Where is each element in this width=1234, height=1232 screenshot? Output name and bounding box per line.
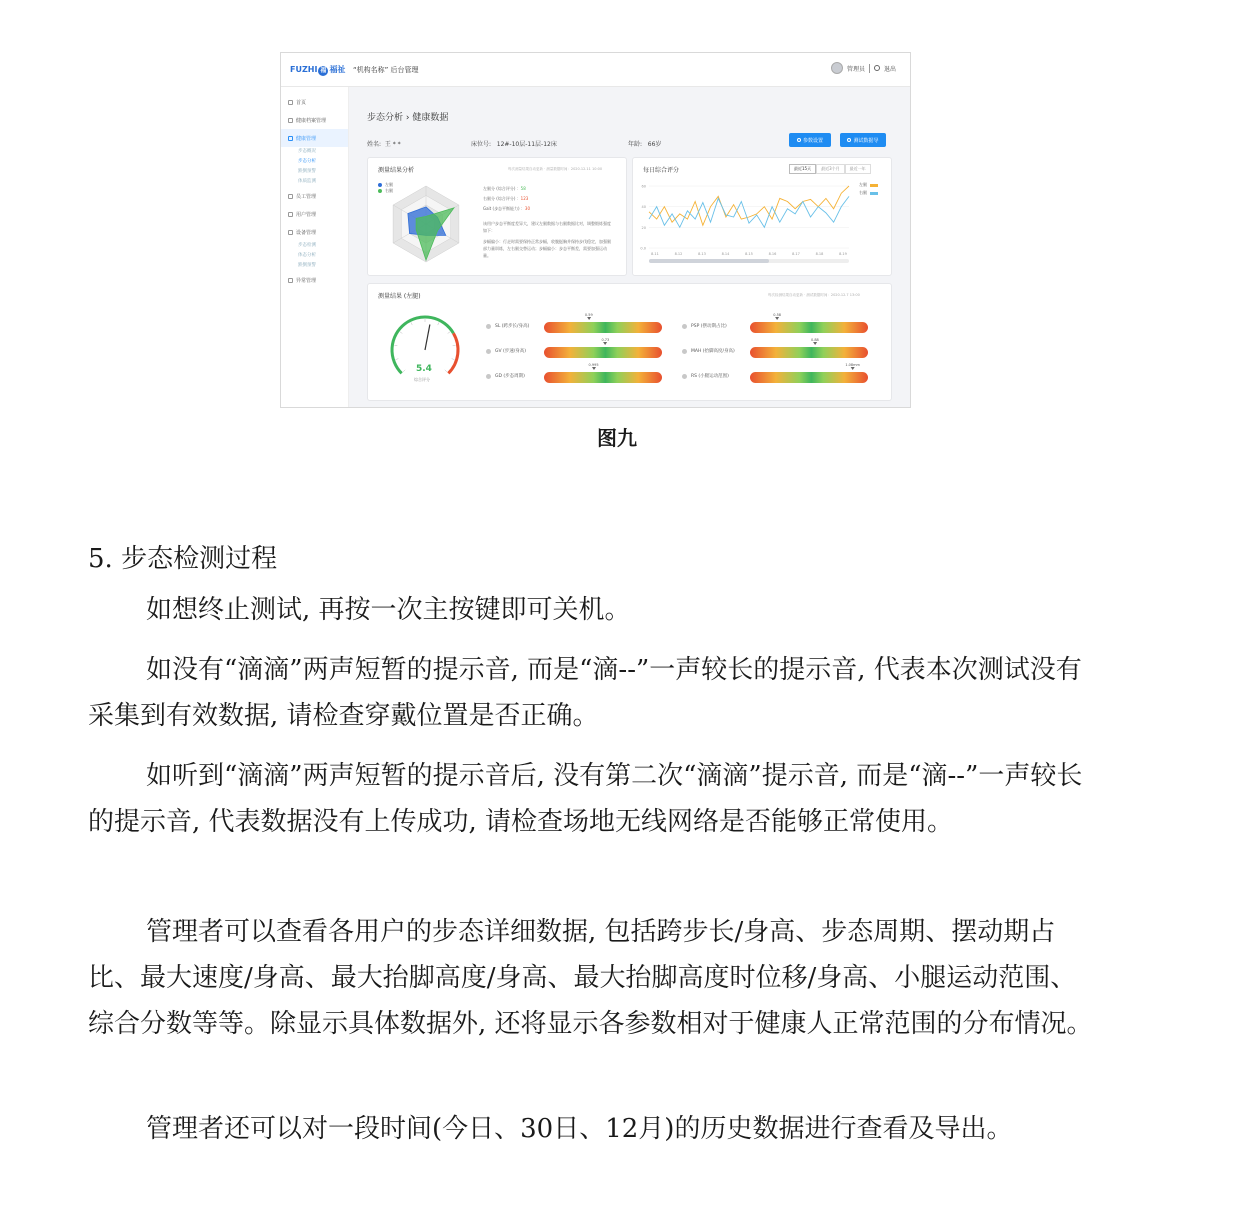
gauge-tick [448,332,450,334]
radar-chart [376,172,476,272]
tab-3-months[interactable]: 最近3个月 [816,164,845,174]
metric-marker: 0.58 [773,313,781,320]
gauge-arc-red [448,333,458,373]
x-tick-label: 8.18 [815,252,824,256]
sidebar-sub-item[interactable]: 步态分析 [298,159,316,164]
metric-label [486,348,526,354]
radar-card [367,157,627,276]
scrollbar-thumb [649,259,769,263]
tab-1-year[interactable]: 最近一年 [845,164,871,174]
metric-label-text: PSP (摆动期占比) [691,324,727,329]
logo: FUZHI 福 福祉 [290,65,346,74]
top-bar [281,53,910,87]
sidebar-item-alerts[interactable]: 异常管理 [281,271,348,289]
home-icon [288,100,293,105]
metric-dot [486,324,491,329]
metric-range-bar [544,338,662,358]
paragraph: 如没有“滴滴”两声短暂的提示音, 而是“滴--”一声较长的提示音, 代表本次测试没有采集到有效数据, 请检查穿戴位置是否正确。 [88,655,1082,731]
sidebar-item-home[interactable]: 首页 [281,93,348,111]
x-tick-label: 8.19 [839,252,847,256]
metric-range-bar [544,313,662,333]
metric-range-bar [544,363,662,383]
gauge-needle [425,324,430,350]
metric-label [486,373,525,379]
metric-label-text: GV (步速/身高) [495,349,527,354]
paragraph: 管理者可以查看各用户的步态详细数据, 包括跨步长/身高、步态周期、摆动期占比、最大速度/身高、最大抬脚高度/身高、最大抬脚高度时位移/身高、小腿运动范围、综合分数等等。除显示具体数据外, 还将显示各参数相对于健康人正常范围的分布情况。 [88,917,1093,1039]
metric-marker: 0.59 [585,313,593,320]
metric-label-text: SL (跨步长/身高) [495,324,530,329]
metric-label-text: GD (步态周期) [495,374,525,379]
right-score-line: 右腿分 (综合评分) ：123 [483,196,529,201]
metric-marker: 0.995 [589,363,599,370]
export-icon [847,138,851,142]
patient-name: 姓名: 王 * * [367,141,401,148]
divider [869,64,870,73]
line-chart [635,178,885,273]
gauge-tick [396,359,399,360]
metric-dot [682,349,687,354]
sidebar-item-staff[interactable]: 员工管理 [281,187,348,205]
device-icon [288,230,293,235]
user-icon [288,212,293,217]
gauge-tick [445,370,447,372]
heart-icon [288,136,293,141]
sidebar-item-health[interactable]: 健康管理 [281,129,348,147]
legend-right: 右腿 [378,188,393,194]
patient-bed: 床位号: 12#-10层-11层-12床 [471,141,557,148]
line-card-title: 每日综合评分 [643,167,680,174]
logout-link[interactable]: 退出 [883,65,896,73]
y-tick-label: 0.0 [640,246,646,251]
gauge-chart [382,308,472,388]
folder-icon [288,118,293,123]
gauge-card [367,283,892,401]
gait-score-line: Gait (步态平衡能力) ：30 [483,206,530,211]
metric-dot [486,349,491,354]
radar-card-note: 每次测量结果自动更新 · 测量数据时间：2020.12.11 10:00 [508,167,603,171]
y-tick-label: 40 [641,205,646,210]
gauge-card-title: 测量结果 (左腿) [378,293,421,300]
sidebar-item-devices[interactable]: 设备管理 [281,223,348,241]
x-tick-label: 8.15 [745,252,753,256]
metric-range-bar [750,313,868,333]
legend-right: 右腿 [859,190,878,196]
range-tabs [789,164,871,174]
sidebar-sub-item[interactable]: 步态概况 [298,149,316,154]
x-tick-label: 8.11 [651,252,659,256]
section-heading: 5. 步态检测过程 [88,544,278,574]
x-tick-label: 8.17 [792,252,800,256]
legend-left: 左腿 [378,182,393,188]
staff-icon [288,194,293,199]
gauge-label: 综合评分 [414,377,430,382]
metric-label-text: MAH (抬脚高度/身高) [691,349,735,354]
paragraph: 如听到“滴滴”两声短暂的提示音后, 没有第二次“滴滴”提示音, 而是“滴--”一声较长的提示音, 代表数据没有上传成功, 请检查场地无线网络是否能够正常使用。 [88,761,1083,837]
sidebar-sub-item[interactable]: 体质监测 [298,179,316,184]
gear-icon [797,138,801,142]
tab-15-days[interactable]: 最近15天 [789,164,816,174]
y-tick-label: 20 [641,225,646,230]
radar-card-title: 测量结果分析 [378,167,415,174]
gauge-card-note: 每次检测结果自动更新 · 测试数据时间：2020.12.7 13:00 [768,293,860,297]
metric-marker: 0.88 [811,338,819,345]
y-tick-label: 60 [641,184,646,189]
metric-label [682,323,727,329]
metric-label [682,373,729,379]
sidebar-sub-item[interactable]: 跌倒预警 [298,263,316,268]
settings-button[interactable]: 参数设置 [789,133,831,147]
patient-age: 年龄: 66岁 [628,141,662,148]
figure-caption: 图九 [597,426,637,450]
x-tick-label: 8.13 [698,252,706,256]
power-icon[interactable] [874,65,880,71]
user-menu[interactable] [831,62,896,74]
paragraph: 管理者还可以对一段时间(今日、30日、12月)的历史数据进行查看及导出。 [146,1114,1013,1144]
gauge-tick [403,370,405,372]
series-line-左腿 [649,186,849,225]
metric-range-bar [750,363,868,383]
series-line-右腿 [649,196,849,227]
sidebar [281,87,349,407]
gauge-tick [452,359,455,360]
export-button[interactable]: 测试数据导 [840,133,886,147]
metric-dot [682,324,687,329]
metric-label [682,348,735,354]
gauge-tick [438,322,439,325]
line-card [632,157,892,276]
metric-label-text: RS (小腿运动范围) [691,374,729,379]
gauge-tick [411,322,412,325]
x-tick-label: 8.16 [768,252,777,256]
sidebar-item-health-records[interactable]: 健康档案管理 [281,111,348,129]
sidebar-item-users[interactable]: 用户管理 [281,205,348,223]
left-score-line: 左腿分 (综合评分) ：58 [483,186,526,191]
alert-icon [288,278,293,283]
legend-left: 左腿 [859,182,878,188]
admin-screenshot [280,52,911,408]
metric-marker: 0.73 [601,338,609,345]
paragraph: 如想终止测试, 再按一次主按键即可关机。 [146,595,631,625]
user-name[interactable]: 管理员 [846,65,865,73]
metric-range-bar [750,338,868,358]
metric-dot [682,374,687,379]
advice-text-2: 步幅偏小：行走时需要保持正常步幅，收腹挺胸并保持步伐稳定，加强腿部力量训练，左右腿交替运动；步幅偏小：步态平衡差，需要加强运动量。 [483,239,611,258]
sidebar-sub-item[interactable]: 步态检测 [298,243,316,248]
metric-marker: 1.08mm [845,363,860,370]
x-tick-label: 8.12 [674,252,683,256]
org-title: “机构名称” 后台管理 [353,66,419,74]
metric-label [486,323,529,329]
gauge-tick [400,332,402,334]
advice-text-1: 该用户步态平衡度差异大，建议左腿数据与右腿数据比对，调整锻炼强度如下： [483,221,611,233]
avatar[interactable] [831,62,843,74]
x-tick-label: 8.14 [721,252,730,256]
sidebar-sub-item[interactable]: 跌倒预警 [298,169,316,174]
sidebar-sub-item[interactable]: 体态分析 [298,253,316,258]
breadcrumb: 步态分析 › 健康数据 [367,113,449,123]
gauge-value: 5.4 [416,364,432,374]
metric-dot [486,374,491,379]
